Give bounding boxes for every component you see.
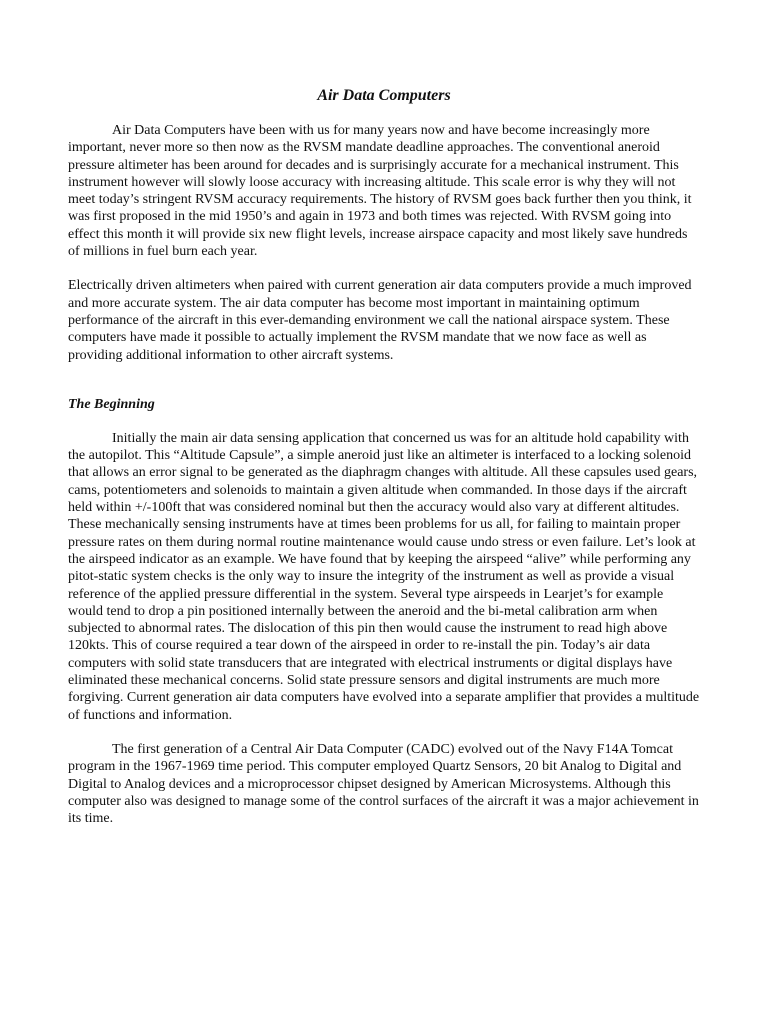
paragraph-spacer [68,724,700,741]
intro-paragraph-1: Air Data Computers have been with us for many years now and have become increasingly more important, never more so then now as the RVSM mandate deadline approaches. The conventional aneroid pressure altimeter has been around for decades and is surprisingly accurate for a mechanical instrument. This instrument however will slowly loose accuracy with increasing altitude. This scale error is why they will not meet today’s stringent RVSM accuracy requirements. The history of RVSM goes back further then you think, it was first proposed in the mid 1950’s and again in 1973 and both times was rejected. With RVSM going into effect this month it will provide six new flight levels, increase airspace capacity and most likely save hundreds of millions in fuel burn each year. [68,123,692,260]
paragraph-spacer [68,260,700,277]
section-paragraph-1: Initially the main air data sensing application that concerned us was for an altitude hold capability with the autopilot. This “Altitude Capsule”, a simple aneroid just like an altimeter is interfaced to a locking solenoid that allows an error signal to be generated as the diaphragm changes with altitude. All these capsules used gears, cams, potentiometers and solenoids to maintain a given altitude when commanded. In those days if the aircraft held within +/-100ft that was considered nominal but then the accuracy would also vary at different altitudes. These mechanically sensing instruments have at times been problems for us all, for failing to maintain proper pressure rates on them during normal routine maintenance would cause undo stress or even failure. Let’s look at the airspeed indicator as an example. We have found that by keeping the airspeed “alive” while performing any pitot-static system checks is the only way to insure the integrity of the instrument as well as provide a visual reference of the applied pressure differential in the system. Several type airspeeds in Learjet’s for example would tend to drop a pin positioned internally between the aneroid and the bi-metal calibration arm when subjected to abnormal rates. The dislocation of this pin then would cause the instrument to read high above 120kts. This of course required a tear down of the airspeed in order to re-install the pin. Today’s air data computers with solid state transducers that are integrated with electrical instruments or digital displays have eliminated these mechanical concerns. Solid state pressure sensors and digital instruments are much more forgiving. Current generation air data computers have evolved into a separate amplifier that provides a multitude of functions and information. [68,430,700,723]
section-heading: The Beginning [68,396,155,412]
section-spacer [68,364,700,396]
section-paragraph-2: The first generation of a Central Air Data Computer (CADC) evolved out of the Navy F14A Tomcat program in the 1967-1969 time period. This computer employed Quartz Sensors, 20 bit Analog to Digital and Digital to Analog devices and a microprocessor chipset designed by American Microsystems. Although this computer also was designed to manage some of the control surfaces of the aircraft it was a major achievement in its time. [68,741,699,827]
document-page [68,86,700,827]
intro-paragraph-2: Electrically driven altimeters when paired with current generation air data computers provide a much improved and more accurate system. The air data computer has become most important in maintaining optimum performance of the aircraft in this ever-demanding environment we call the national airspace system. These computers have made it possible to actually implement the RVSM mandate that we now face as well as providing additional information to other aircraft systems. [68,278,692,363]
document-title: Air Data Computers [317,87,451,104]
